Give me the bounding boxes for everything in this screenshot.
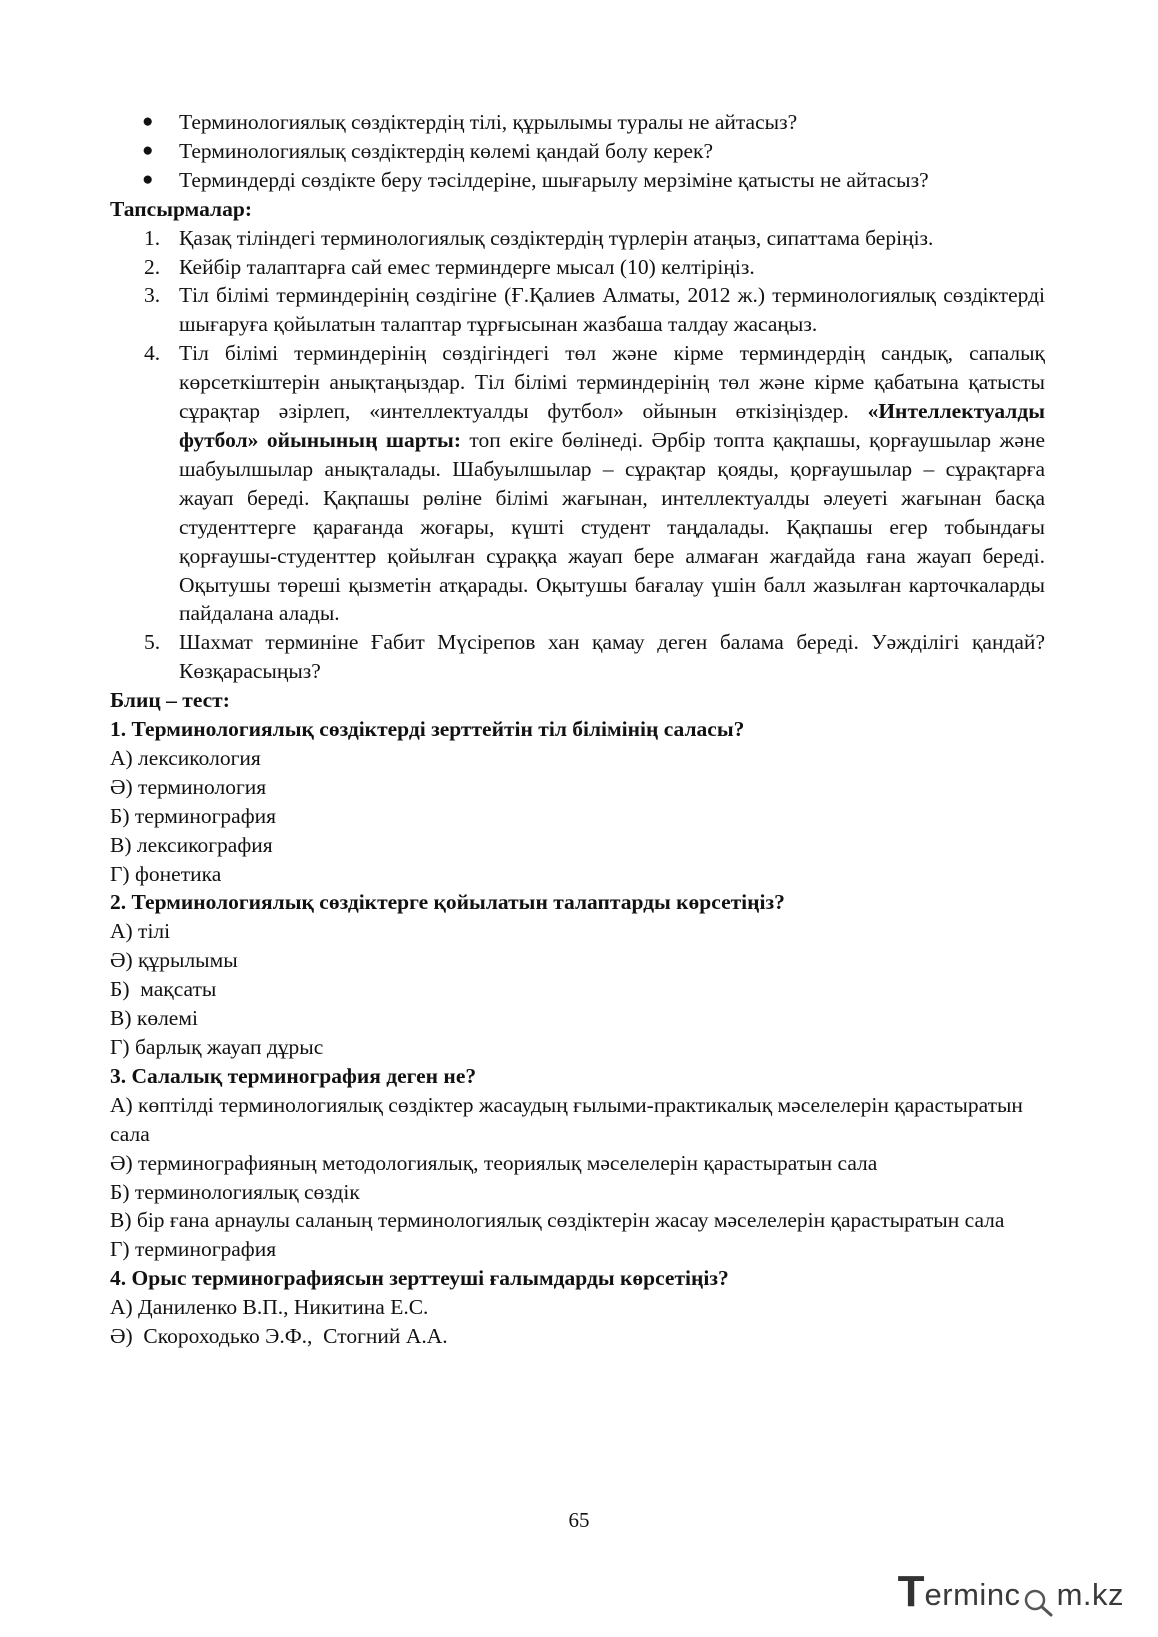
answer-option: Ә) құрылымы bbox=[110, 948, 238, 973]
bullet-item bbox=[110, 166, 1045, 195]
bullet-text: Терминологиялық сөздіктердің тілі, құрылымы туралы не айтасыз? bbox=[179, 110, 798, 134]
answer-option: В) көлемі bbox=[110, 1006, 198, 1031]
answer-option: А) Даниленко В.П., Никитина Е.С. bbox=[110, 1295, 429, 1320]
answer-option: Г) терминография bbox=[110, 1237, 277, 1262]
watermark-text: erminc bbox=[924, 1577, 1021, 1612]
blitz-test-heading: Блиц – тест: bbox=[110, 688, 230, 713]
answer-option: В) бір ғана арнаулы саланың терминологиялық сөздіктерін жасау мәселелерін қарастыратын сала bbox=[110, 1208, 1005, 1233]
question-text: 4. Орыс терминографиясын зерттеуші ғалымдарды көрсетіңіз? bbox=[110, 1266, 729, 1291]
answer-option: Б) терминологиялық сөздік bbox=[110, 1179, 360, 1204]
answer-option: А) лексикология bbox=[110, 745, 261, 770]
answer-option: Б) терминография bbox=[110, 803, 277, 828]
watermark-letter: T bbox=[897, 1567, 925, 1616]
task-text: топ екіге бөлінеді. Әрбір топта қақпашы, қорғаушылар және шабуылшылар анықталады. Шабуылшылар – сұрақтар қояды, қорғаушылар – сұрақтарға жауап береді. Қақпашы рөліне білімі жағынан, интеллектуалды әлеуеті жағынан басқа студенттерге қарағанда жоғары, күшті студент таңдалады. Қақпашы егер тобындағы қорғаушы-студенттер қойылған сұраққа жауап бере алмаған жағдайда ғана жауап береді. Оқытушы төреші қызметін атқарады. Оқытушы бағалау үшін балл жазылған карточкаларды пайдалана алады. bbox=[179, 427, 1045, 626]
task-text: Тіл білімі терминдерінің сөздігіндегі төл және кірме терминдердің сандық, сапалық көрсеткіштерін анықтаңыздар. Тіл білімі терминдерінің төл және кірме қабатына қатысты сұрақтар әзірлеп, «интеллектуалды футбол» ойынын өткізіңіздер. bbox=[179, 341, 1045, 424]
answer-option: А) көптілді терминологиялық сөздіктер жасаудың ғылыми-практикалық мәселелерін қарастыратын сала bbox=[110, 1092, 1023, 1146]
game-rules-label: «Интеллектуалды футбол» ойынының шарты: bbox=[179, 399, 1046, 452]
task-item bbox=[110, 628, 1045, 686]
bullet-text: Терминологиялық сөздіктердің көлемі қандай болу керек? bbox=[179, 138, 713, 163]
answer-option: Г) фонетика bbox=[110, 861, 222, 886]
task-item bbox=[110, 253, 1045, 282]
answer-option: А) тілі bbox=[110, 919, 171, 944]
answer-option: В) лексикография bbox=[110, 832, 273, 857]
bullet-item bbox=[110, 137, 1045, 166]
task-number: 4. bbox=[144, 341, 161, 366]
answer-option: Ә) Скороходько Э.Ф., Стогний А.А. bbox=[110, 1324, 448, 1349]
question-text: 2. Терминологиялық сөздіктерге қойылатын талаптарды көрсетіңіз? bbox=[110, 890, 785, 915]
question-text: 1. Терминологиялық сөздіктерді зерттейтін тіл білімінің саласы? bbox=[110, 717, 745, 742]
task-number: 5. bbox=[144, 630, 161, 655]
answer-option: Г) барлық жауап дұрыс bbox=[110, 1035, 324, 1059]
task-text: Тіл білімі терминдерінің сөздігіне (Ғ.Қалиев Алматы, 2012 ж.) терминологиялық сөздіктерді шығаруға қойылатын талаптар тұрғысынан жазбаша талдау жасаңыз. bbox=[179, 283, 1045, 337]
answer-option: Ә) терминографияның методологиялық, теориялық мәселелерін қарастыратын сала bbox=[110, 1150, 878, 1175]
question-bullet-list bbox=[110, 108, 1045, 195]
bullet-text: Терминдерді сөздікте беру тәсілдеріне, шығарылу мерзіміне қатысты не айтасыз? bbox=[179, 167, 929, 192]
task-item bbox=[110, 224, 1045, 253]
tasks-heading: Тапсырмалар: bbox=[110, 196, 252, 221]
task-text: Шахмат терминіне Ғабит Мүсірепов хан қамау деген балама береді. Уәжділігі қандай? Көзқарасыңыз? bbox=[179, 630, 1045, 684]
magnifier-icon bbox=[1022, 1584, 1056, 1614]
watermark-text: m.kz bbox=[1056, 1577, 1124, 1612]
termincom-watermark-logo[interactable] bbox=[897, 1567, 1124, 1616]
test-question bbox=[110, 715, 1045, 888]
bullet-dot-icon: ● bbox=[142, 111, 154, 132]
bullet-dot-icon: ● bbox=[142, 168, 154, 190]
document-page bbox=[110, 108, 1045, 1351]
task-number: 3. bbox=[144, 283, 161, 308]
bullet-item bbox=[110, 108, 1045, 137]
test-question bbox=[110, 888, 1045, 1061]
answer-option: Б) мақсаты bbox=[110, 977, 217, 1002]
test-question bbox=[110, 1264, 1045, 1351]
bullet-dot-icon: ● bbox=[142, 139, 154, 161]
task-item bbox=[110, 339, 1045, 628]
tasks-list bbox=[110, 224, 1045, 687]
question-text: 3. Салалық терминография деген не? bbox=[110, 1063, 477, 1088]
task-item bbox=[110, 281, 1045, 339]
task-text: Қазақ тіліндегі терминологиялық сөздіктердің түрлерін атаңыз, сипаттама беріңіз. bbox=[179, 225, 934, 250]
page-number: 65 bbox=[568, 1508, 590, 1532]
task-number: 2. bbox=[144, 254, 161, 279]
task-number: 1. bbox=[144, 225, 161, 250]
test-question bbox=[110, 1062, 1045, 1264]
task-text: Кейбір талаптарға сай емес терминдерге мысал (10) келтіріңіз. bbox=[179, 254, 755, 279]
answer-option: Ә) терминология bbox=[110, 774, 267, 799]
